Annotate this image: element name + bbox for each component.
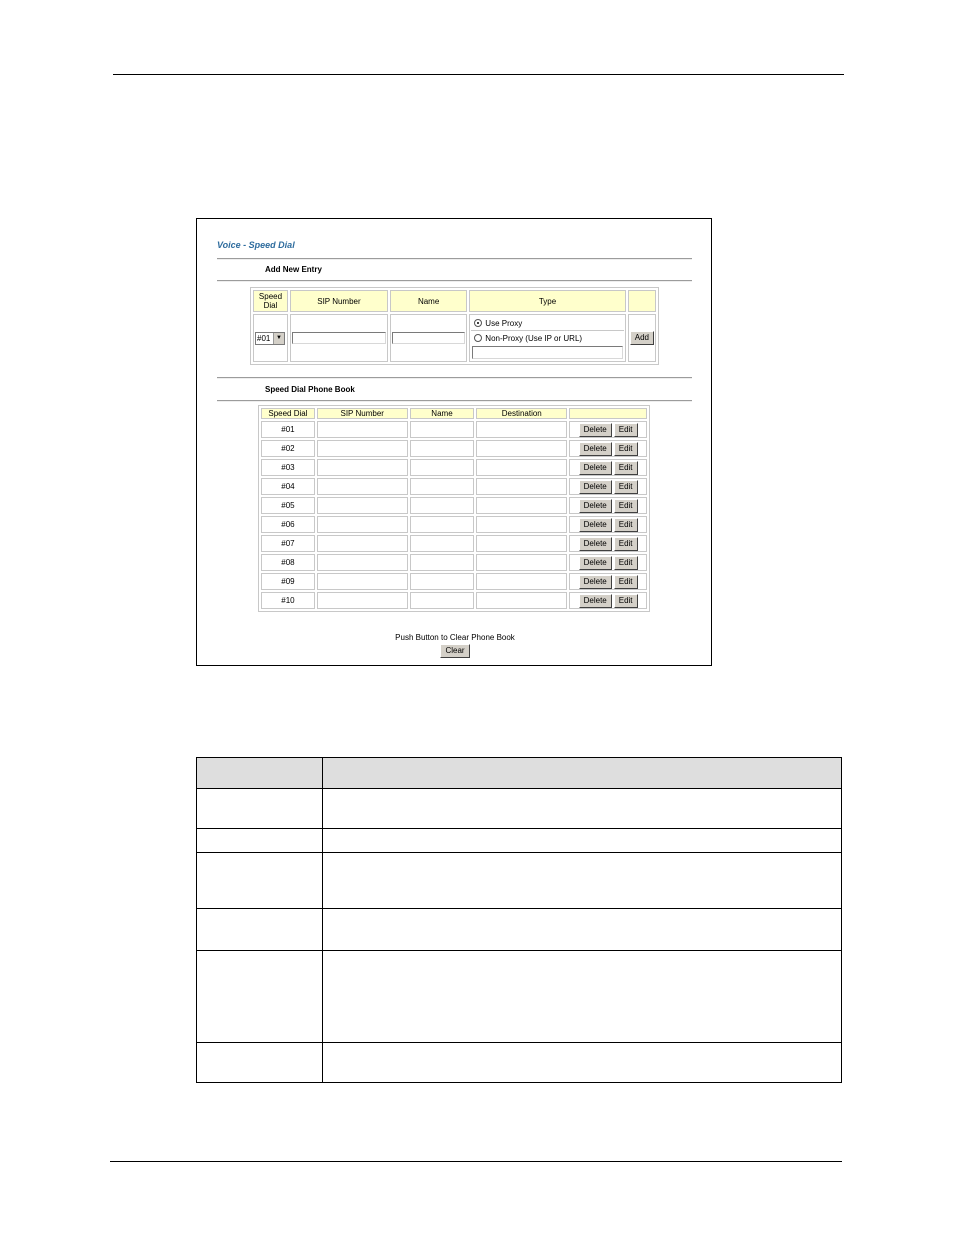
actions-cell <box>569 478 647 495</box>
phone-book-row <box>261 459 647 476</box>
destination-cell <box>476 554 567 571</box>
delete-button[interactable]: Delete <box>579 461 612 475</box>
phone-book-row <box>261 440 647 457</box>
destination-input[interactable] <box>472 346 622 359</box>
description-label-cell <box>197 829 323 853</box>
actions-cell <box>569 592 647 609</box>
sip-number-cell <box>317 421 408 438</box>
edit-button[interactable]: Edit <box>614 556 638 570</box>
actions-cell <box>569 440 647 457</box>
chevron-down-icon: ▼ <box>273 333 284 344</box>
sip-number-input[interactable] <box>292 332 386 344</box>
phone-book-header-row <box>261 408 647 419</box>
phone-book-title: Speed Dial Phone Book <box>265 385 355 394</box>
radio-unselected-icon <box>474 334 482 342</box>
delete-button[interactable]: Delete <box>579 556 612 570</box>
destination-cell <box>476 573 567 590</box>
description-row <box>197 853 842 909</box>
delete-button[interactable]: Delete <box>579 518 612 532</box>
delete-button[interactable]: Delete <box>579 575 612 589</box>
phone-book-row <box>261 516 647 533</box>
delete-button[interactable]: Delete <box>579 499 612 513</box>
edit-button[interactable]: Edit <box>614 423 638 437</box>
speed-dial-select[interactable] <box>255 332 285 345</box>
clear-instruction: Push Button to Clear Phone Book <box>395 633 515 642</box>
phone-book-row <box>261 554 647 571</box>
type-option-use-proxy[interactable] <box>471 316 623 331</box>
divider <box>217 377 692 379</box>
phone-book-row <box>261 421 647 438</box>
speed-dial-cell: #09 <box>261 573 315 590</box>
delete-button[interactable]: Delete <box>579 537 612 551</box>
phone-book-row <box>261 592 647 609</box>
speed-dial-cell: #04 <box>261 478 315 495</box>
header-sip-number: SIP Number <box>290 290 388 312</box>
actions-cell <box>569 554 647 571</box>
phone-book-table <box>258 405 650 612</box>
destination-cell <box>476 497 567 514</box>
description-text-cell <box>323 853 842 909</box>
type-option-non-proxy[interactable] <box>471 331 623 345</box>
type-option-label: Non-Proxy (Use IP or URL) <box>485 333 583 343</box>
page-top-rule <box>113 74 844 75</box>
phone-book-rows <box>261 421 647 609</box>
description-row <box>197 829 842 853</box>
description-text-cell <box>323 950 842 1042</box>
speed-dial-cell: #10 <box>261 592 315 609</box>
edit-button[interactable]: Edit <box>614 442 638 456</box>
description-text-cell <box>323 909 842 950</box>
description-label-cell <box>197 789 323 829</box>
name-cell <box>410 535 475 552</box>
description-label-cell <box>197 909 323 950</box>
add-entry-table <box>250 287 659 365</box>
description-label-cell <box>197 1042 323 1082</box>
speed-dial-select-value: #01 <box>257 333 271 343</box>
actions-cell <box>569 421 647 438</box>
actions-cell <box>569 497 647 514</box>
description-header-row <box>197 758 842 789</box>
sip-number-cell <box>317 554 408 571</box>
destination-cell <box>476 592 567 609</box>
speed-dial-cell: #07 <box>261 535 315 552</box>
speed-dial-cell: #08 <box>261 554 315 571</box>
delete-button[interactable]: Delete <box>579 480 612 494</box>
description-row <box>197 909 842 950</box>
clear-wrapper <box>347 644 563 658</box>
name-cell <box>410 421 475 438</box>
destination-cell <box>476 459 567 476</box>
name-cell <box>410 478 475 495</box>
edit-button[interactable]: Edit <box>614 594 638 608</box>
add-entry-input-row <box>253 314 656 362</box>
speed-dial-cell: #03 <box>261 459 315 476</box>
header-type: Type <box>469 290 625 312</box>
header-name: Name <box>390 290 467 312</box>
phone-book-row <box>261 573 647 590</box>
header-actions <box>569 408 647 419</box>
delete-button[interactable]: Delete <box>579 423 612 437</box>
screenshot-frame <box>196 218 712 666</box>
phone-book-row <box>261 535 647 552</box>
sip-number-cell <box>317 535 408 552</box>
divider <box>217 280 692 282</box>
edit-button[interactable]: Edit <box>614 499 638 513</box>
actions-cell <box>569 459 647 476</box>
actions-cell <box>569 573 647 590</box>
destination-cell <box>476 516 567 533</box>
speed-dial-cell: #01 <box>261 421 315 438</box>
destination-cell <box>476 535 567 552</box>
speed-dial-cell <box>253 314 288 362</box>
divider <box>217 400 692 402</box>
name-cell <box>410 554 475 571</box>
destination-cell <box>476 421 567 438</box>
sip-number-cell <box>317 459 408 476</box>
speed-dial-cell: #05 <box>261 497 315 514</box>
description-row <box>197 789 842 829</box>
name-cell <box>410 440 475 457</box>
destination-cell <box>476 440 567 457</box>
edit-button[interactable]: Edit <box>614 575 638 589</box>
header-empty <box>628 290 656 312</box>
edit-button[interactable]: Edit <box>614 537 638 551</box>
page-title: Voice - Speed Dial <box>217 240 295 250</box>
sip-number-cell <box>290 314 388 362</box>
sip-number-cell <box>317 573 408 590</box>
edit-button[interactable]: Edit <box>614 480 638 494</box>
destination-cell <box>476 478 567 495</box>
description-table <box>196 757 842 1083</box>
description-row <box>197 950 842 1042</box>
sip-number-cell <box>317 440 408 457</box>
actions-cell <box>569 535 647 552</box>
name-input[interactable] <box>392 332 465 344</box>
edit-button[interactable]: Edit <box>614 461 638 475</box>
description-label-cell <box>197 950 323 1042</box>
header-name: Name <box>410 408 475 419</box>
phone-book-row <box>261 478 647 495</box>
description-row <box>197 1042 842 1082</box>
header-destination: Destination <box>476 408 567 419</box>
name-cell <box>410 459 475 476</box>
sip-number-cell <box>317 516 408 533</box>
description-header-description <box>323 758 842 789</box>
delete-button[interactable]: Delete <box>579 594 612 608</box>
phone-book-row <box>261 497 647 514</box>
header-speed-dial: Speed Dial <box>261 408 315 419</box>
actions-cell <box>569 516 647 533</box>
type-cell <box>469 314 625 362</box>
type-option-label: Use Proxy <box>485 318 523 328</box>
radio-selected-icon <box>474 319 482 327</box>
add-entry-header-row <box>253 290 656 312</box>
page-bottom-rule <box>110 1161 842 1162</box>
name-cell <box>390 314 467 362</box>
add-cell <box>628 314 656 362</box>
sip-number-cell <box>317 592 408 609</box>
speed-dial-cell: #06 <box>261 516 315 533</box>
speed-dial-cell: #02 <box>261 440 315 457</box>
sip-number-cell <box>317 478 408 495</box>
clear-button[interactable]: Clear <box>440 644 469 658</box>
delete-button[interactable]: Delete <box>579 442 612 456</box>
name-cell <box>410 497 475 514</box>
description-label-cell <box>197 853 323 909</box>
header-speed-dial: Speed Dial <box>253 290 288 312</box>
description-header-label <box>197 758 323 789</box>
header-sip-number: SIP Number <box>317 408 408 419</box>
sip-number-cell <box>317 497 408 514</box>
name-cell <box>410 573 475 590</box>
description-text-cell <box>323 789 842 829</box>
description-text-cell <box>323 829 842 853</box>
edit-button[interactable]: Edit <box>614 518 638 532</box>
name-cell <box>410 516 475 533</box>
add-button[interactable]: Add <box>630 331 654 345</box>
name-cell <box>410 592 475 609</box>
add-new-entry-title: Add New Entry <box>265 265 322 274</box>
divider <box>217 258 692 260</box>
description-text-cell <box>323 1042 842 1082</box>
